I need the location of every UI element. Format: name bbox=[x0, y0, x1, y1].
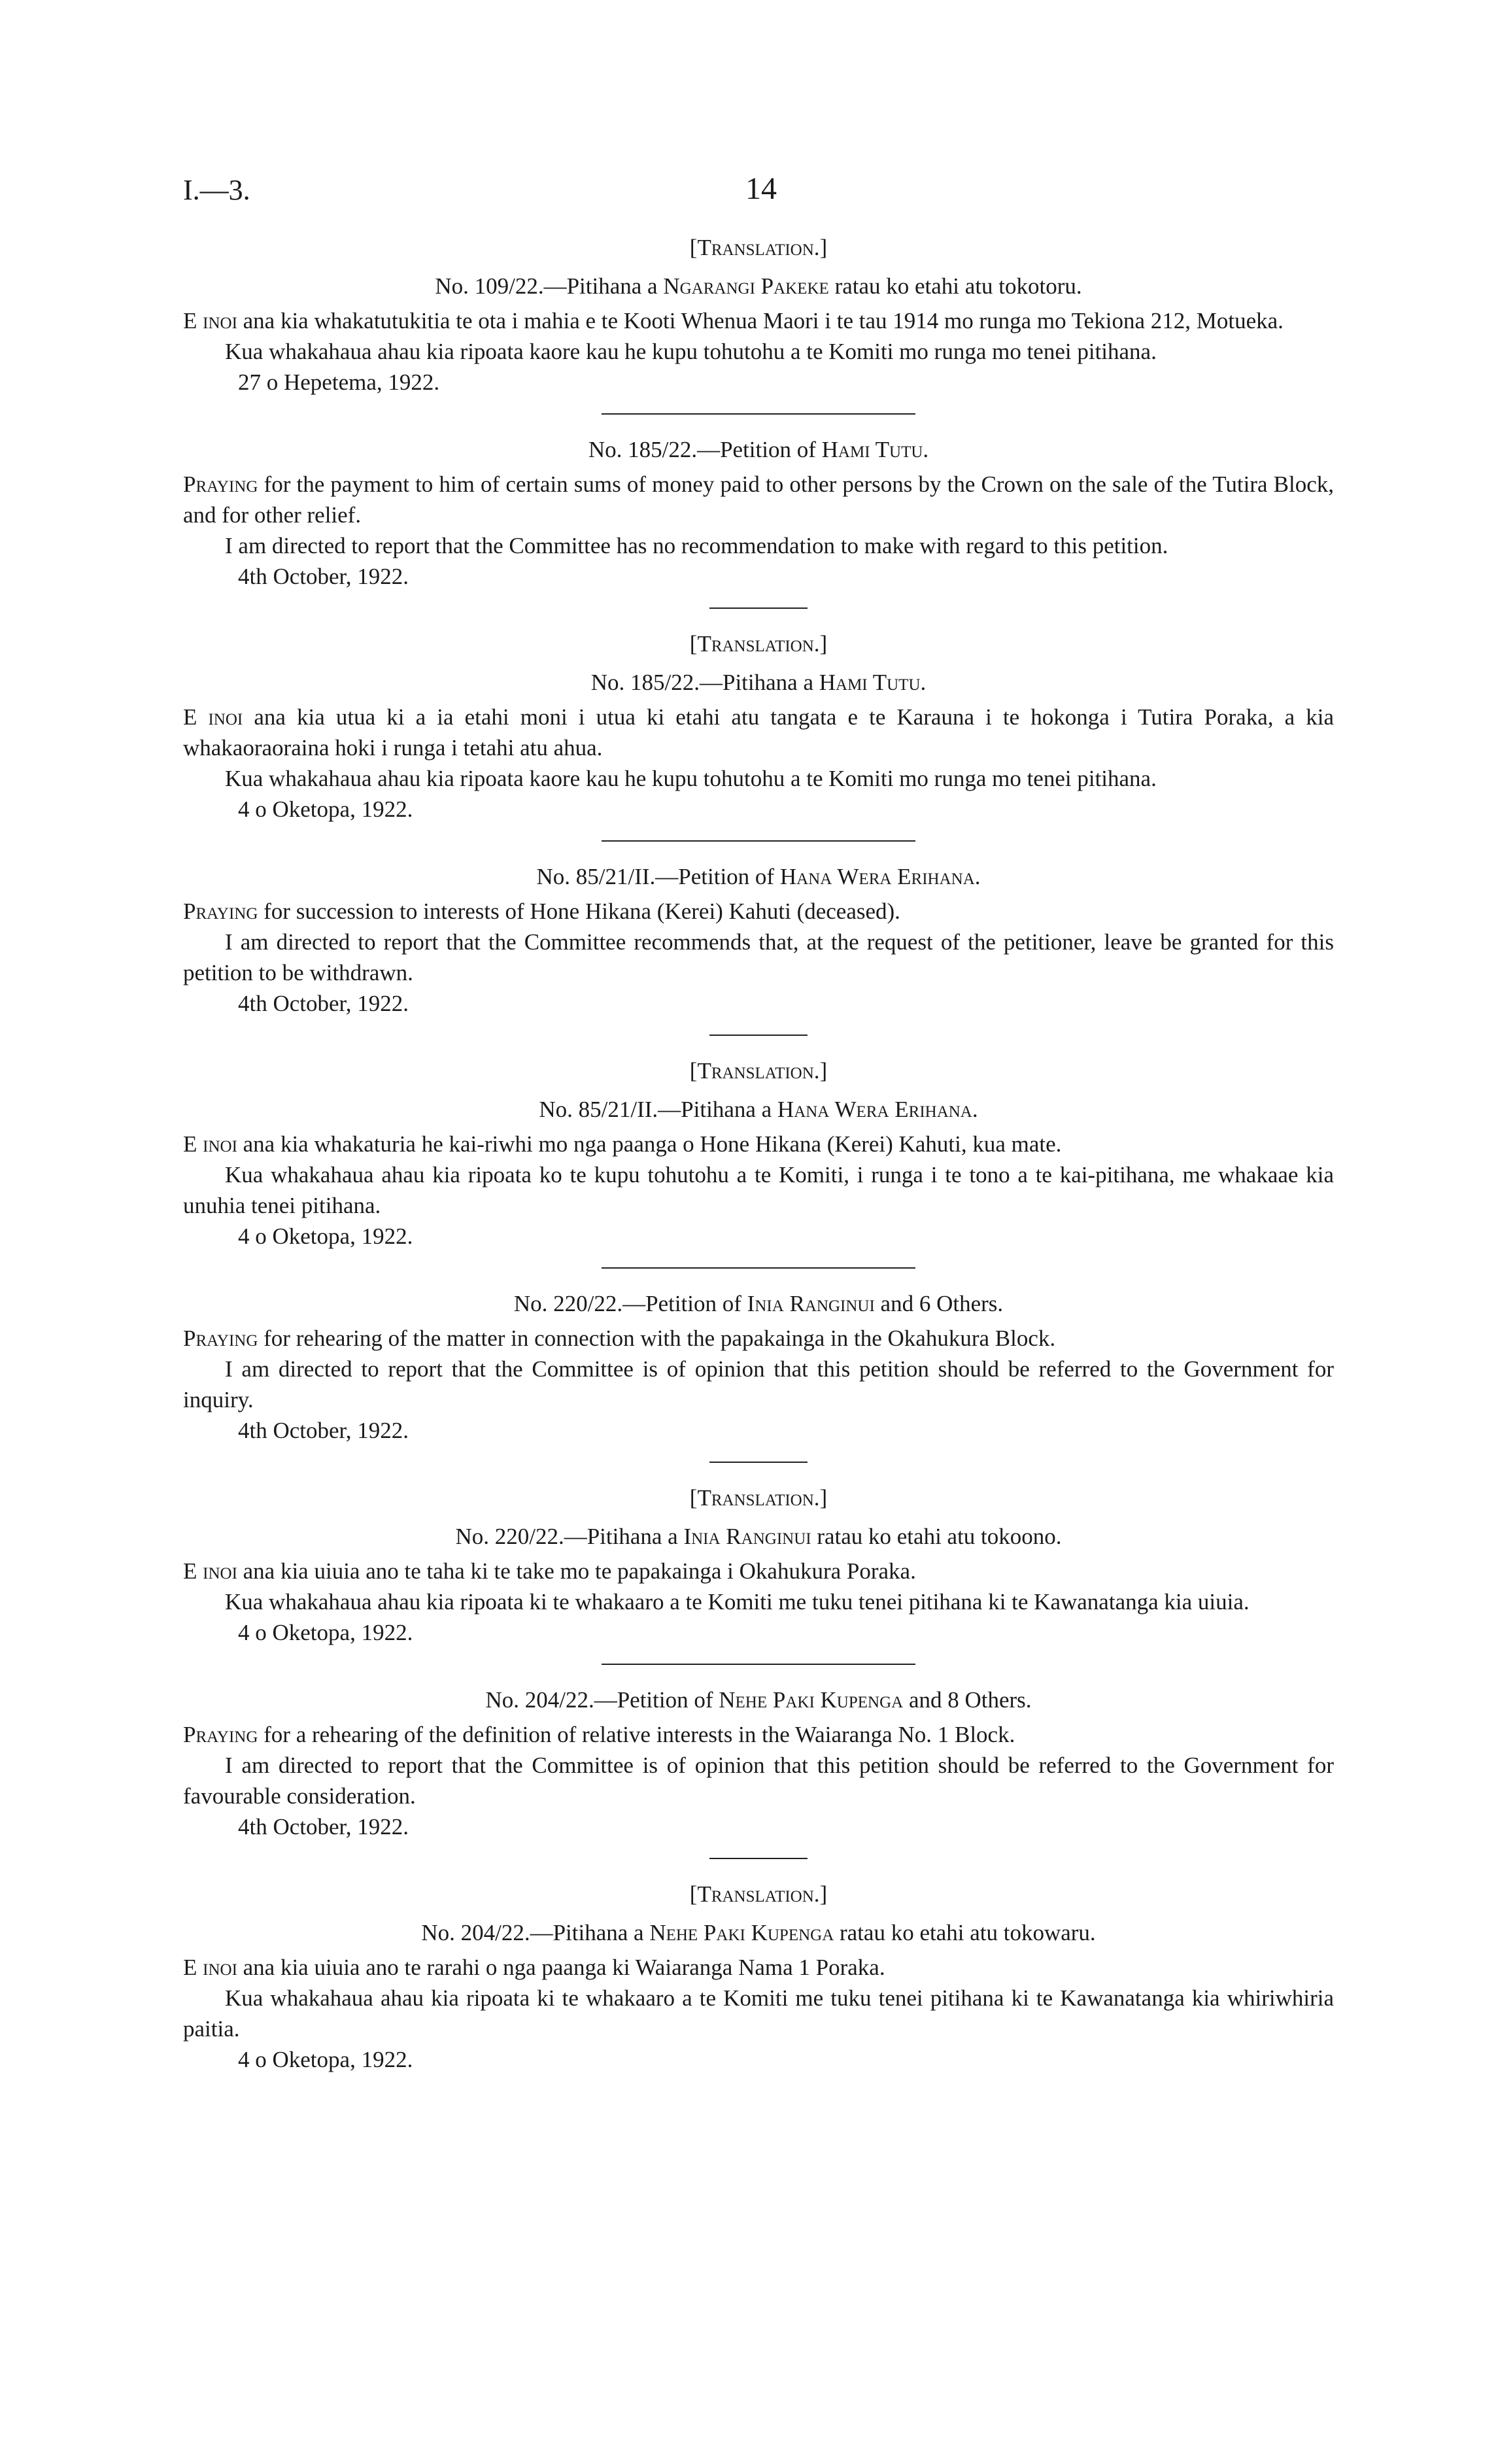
petition-section bbox=[183, 1288, 1334, 1446]
committee-report: I am directed to report that the Committee is of opinion that this petition should be referred to the Government for inquiry. bbox=[183, 1356, 1334, 1412]
title-suffix: and 6 Others. bbox=[874, 1291, 1004, 1316]
petition-section bbox=[183, 1685, 1334, 1842]
report-date: 4 o Oketopa, 1922. bbox=[238, 1620, 413, 1645]
petition-body bbox=[183, 1323, 1334, 1354]
title-prefix: No. 109/22.—Pitihana a bbox=[435, 273, 664, 299]
petitioner-name: Ngarangi Pakeke bbox=[663, 273, 829, 299]
petition-body bbox=[183, 702, 1334, 763]
committee-report: I am directed to report that the Committee has no recommendation to make with regard to this petition. bbox=[225, 533, 1168, 558]
committee-report: Kua whakahaua ahau kia ripoata ki te whakaaro a te Komiti me tuku tenei pitihana ki te Kawanatanga kia whiriwhiria paitia. bbox=[183, 1985, 1334, 2042]
document-body bbox=[183, 232, 1334, 2075]
translation-label: [Translation.] bbox=[689, 1881, 828, 1907]
section-divider bbox=[602, 1664, 915, 1665]
petition-section bbox=[183, 434, 1334, 592]
title-suffix: ratau ko etahi atu tokoono. bbox=[811, 1524, 1062, 1549]
petition-body bbox=[183, 1556, 1334, 1586]
petition-text: ana kia whakatutukitia te ota i mahia e te Kooti Whenua Maori i te tau 1914 mo runga mo Tekiona 212, Motueka. bbox=[237, 308, 1284, 334]
petition-body bbox=[183, 1719, 1334, 1750]
petition-section bbox=[183, 232, 1334, 398]
lead-word: Praying bbox=[183, 1326, 258, 1351]
petition-text: for a rehearing of the definition of relative interests in the Waiaranga No. 1 Block. bbox=[258, 1722, 1015, 1747]
title-suffix: . bbox=[920, 670, 927, 695]
petition-title bbox=[183, 1685, 1334, 1715]
petition-text: for the payment to him of certain sums of money paid to other persons by the Crown on the sale of the Tutira Block, and for other relief. bbox=[183, 471, 1334, 528]
petitioner-name: Nehe Paki Kupenga bbox=[649, 1920, 834, 1945]
committee-report: Kua whakahaua ahau kia ripoata ki te whakaaro a te Komiti me tuku tenei pitihana ki te Kawanatanga kia uiuia. bbox=[225, 1589, 1250, 1615]
title-prefix: No. 85/21/II.—Petition of bbox=[536, 864, 780, 889]
report-date: 4th October, 1922. bbox=[238, 1814, 409, 1839]
lead-word: Praying bbox=[183, 898, 258, 924]
petition-title bbox=[183, 667, 1334, 698]
title-prefix: No. 85/21/II.—Pitihana a bbox=[539, 1097, 777, 1122]
title-suffix: ratau ko etahi atu tokowaru. bbox=[834, 1920, 1096, 1945]
report-date: 27 o Hepetema, 1922. bbox=[238, 369, 440, 395]
page-number: 14 bbox=[745, 171, 777, 206]
title-suffix: . bbox=[972, 1097, 978, 1122]
title-prefix: No. 204/22.—Petition of bbox=[485, 1687, 719, 1713]
title-suffix: . bbox=[923, 437, 929, 462]
petition-title bbox=[183, 861, 1334, 892]
petitioner-name: Hana Wera Erihana bbox=[779, 864, 975, 889]
petition-title bbox=[183, 434, 1334, 465]
petition-title bbox=[183, 1917, 1334, 1948]
title-suffix: ratau ko etahi atu tokotoru. bbox=[828, 273, 1082, 299]
lead-word: Praying bbox=[183, 471, 258, 497]
section-divider bbox=[602, 840, 915, 842]
petition-text: ana kia utua ki a ia etahi moni i utua ki etahi atu tangata e te Karauna i te hokonga i Tutira Poraka, a kia whakaoraoraina hoki i runga i tetahi atu ahua. bbox=[183, 704, 1334, 761]
petition-text: for rehearing of the matter in connection with the papakainga in the Okahukura Block. bbox=[258, 1326, 1056, 1351]
petition-section bbox=[183, 628, 1334, 825]
report-date: 4th October, 1922. bbox=[238, 1418, 409, 1443]
petitioner-name: Nehe Paki Kupenga bbox=[719, 1687, 904, 1713]
petitioner-name: Inia Ranginui bbox=[683, 1524, 811, 1549]
committee-report: Kua whakahaua ahau kia ripoata kaore kau he kupu tohutohu a te Komiti mo runga mo tenei pitihana. bbox=[225, 766, 1157, 791]
section-divider bbox=[709, 1035, 808, 1036]
committee-report: I am directed to report that the Committee recommends that, at the request of the petitioner, leave be granted for this petition to be withdrawn. bbox=[183, 929, 1334, 985]
section-divider bbox=[709, 607, 808, 609]
title-prefix: No. 220/22.—Petition of bbox=[513, 1291, 747, 1316]
lead-word: E inoi bbox=[183, 704, 243, 730]
petition-text: ana kia uiuia ano te taha ki te take mo te papakainga i Okahukura Poraka. bbox=[237, 1558, 916, 1584]
report-date: 4 o Oketopa, 1922. bbox=[238, 2047, 413, 2072]
committee-report: Kua whakahaua ahau kia ripoata ko te kupu tohutohu a te Komiti, i runga i te tono a te kai-pitihana, me whakaae kia unuhia tenei pitihana. bbox=[183, 1162, 1334, 1218]
committee-report: I am directed to report that the Committee is of opinion that this petition should be referred to the Government for favourable consideration. bbox=[183, 1753, 1334, 1809]
petition-section bbox=[183, 1482, 1334, 1648]
petition-text: ana kia uiuia ano te rarahi o nga paanga ki Waiaranga Nama 1 Poraka. bbox=[237, 1955, 885, 1980]
petitioner-name: Hana Wera Erihana bbox=[777, 1097, 972, 1122]
title-suffix: and 8 Others. bbox=[903, 1687, 1032, 1713]
petitioner-name: Inia Ranginui bbox=[747, 1291, 875, 1316]
petition-text: for succession to interests of Hone Hikana (Kerei) Kahuti (deceased). bbox=[258, 898, 900, 924]
lead-word: Praying bbox=[183, 1722, 258, 1747]
section-divider bbox=[602, 1267, 915, 1269]
lead-word: E inoi bbox=[183, 308, 237, 334]
petition-body bbox=[183, 1129, 1334, 1159]
petition-body bbox=[183, 305, 1334, 336]
section-divider bbox=[602, 413, 915, 415]
petition-title bbox=[183, 1521, 1334, 1552]
petition-body bbox=[183, 469, 1334, 530]
page-header bbox=[177, 173, 1327, 219]
petitioner-name: Hami Tutu bbox=[821, 437, 923, 462]
section-divider bbox=[709, 1858, 808, 1859]
section-divider bbox=[709, 1462, 808, 1463]
petition-body bbox=[183, 1952, 1334, 1983]
lead-word: E inoi bbox=[183, 1558, 237, 1584]
petition-section bbox=[183, 1055, 1334, 1252]
title-prefix: No. 204/22.—Pitihana a bbox=[421, 1920, 650, 1945]
translation-label: [Translation.] bbox=[689, 631, 828, 657]
lead-word: E inoi bbox=[183, 1955, 237, 1980]
petition-section bbox=[183, 861, 1334, 1019]
title-prefix: No. 220/22.—Pitihana a bbox=[455, 1524, 684, 1549]
petition-body bbox=[183, 896, 1334, 927]
translation-label: [Translation.] bbox=[689, 235, 828, 260]
title-suffix: . bbox=[974, 864, 981, 889]
petition-title bbox=[183, 271, 1334, 301]
petition-text: ana kia whakaturia he kai-riwhi mo nga paanga o Hone Hikana (Kerei) Kahuti, kua mate. bbox=[237, 1131, 1062, 1157]
petitioner-name: Hami Tutu bbox=[819, 670, 921, 695]
report-date: 4 o Oketopa, 1922. bbox=[238, 796, 413, 822]
translation-label: [Translation.] bbox=[689, 1485, 828, 1511]
report-date: 4th October, 1922. bbox=[238, 991, 409, 1016]
title-prefix: No. 185/22.—Petition of bbox=[588, 437, 822, 462]
petition-section bbox=[183, 1879, 1334, 2075]
report-date: 4 o Oketopa, 1922. bbox=[238, 1223, 413, 1249]
title-prefix: No. 185/22.—Pitihana a bbox=[590, 670, 819, 695]
petition-title bbox=[183, 1094, 1334, 1125]
report-date: 4th October, 1922. bbox=[238, 564, 409, 589]
committee-report: Kua whakahaua ahau kia ripoata kaore kau he kupu tohutohu a te Komiti mo runga mo tenei pitihana. bbox=[225, 339, 1157, 364]
document-reference: I.—3. bbox=[183, 174, 250, 206]
lead-word: E inoi bbox=[183, 1131, 237, 1157]
translation-label: [Translation.] bbox=[689, 1058, 828, 1084]
petition-title bbox=[183, 1288, 1334, 1319]
